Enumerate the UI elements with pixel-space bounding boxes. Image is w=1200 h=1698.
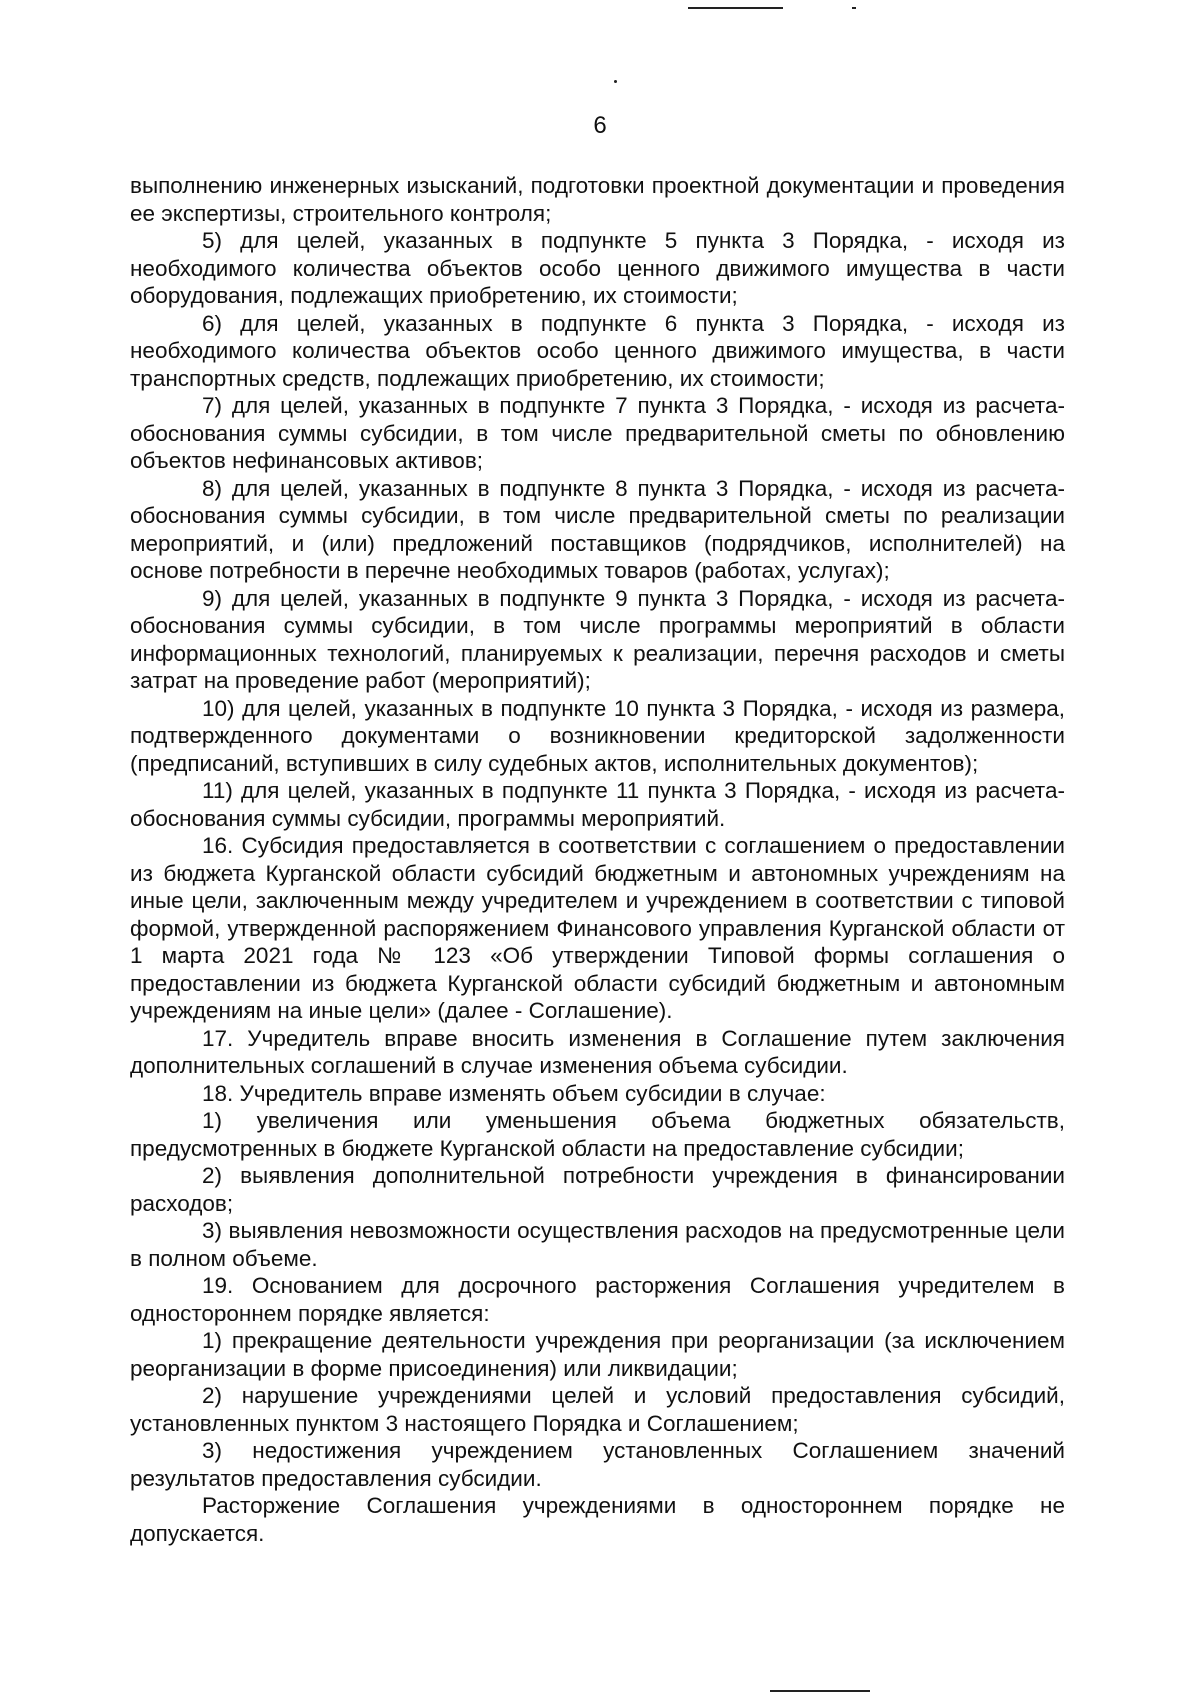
paragraph-clause-19-item-3: 3) недостижения учреждением установленных Соглашением значений результатов предоставления субсидии.	[130, 1438, 1065, 1491]
paragraph-item-10: 10) для целей, указанных в подпункте 10 пункта 3 Порядка, - исходя из размера, подтвержденного документами о возникновении кредиторской задолженности (предписаний, вступивших в силу судебных актов, исполнительных документов);	[130, 695, 1065, 776]
paragraph-clause-18-item-1: 1) увеличения или уменьшения объема бюджетных обязательств, предусмотренных в бюджете Курганской области на предоставление субсидии;	[130, 1108, 1065, 1161]
page-number: 6	[593, 112, 607, 139]
scan-artifact-top-dot	[852, 7, 856, 9]
paragraph-clause-16: 16. Субсидия предоставляется в соответствии с соглашением о предоставлении из бюджета Курганской области субсидий бюджетным и автономных учреждениям на иные цели, заключенным между учредителем и учреждением в соответствии с типовой формой, утвержденной распоряжением Финансового управления Курганской области от 1 марта 2021 года № 123 «Об утверждении Типовой формы соглашения о предоставлении из бюджета Курганской области субсидий бюджетным и автономным учреждениям на иные цели» (далее - Соглашение).	[130, 833, 1065, 1023]
paragraph-continuation: выполнению инженерных изысканий, подготовки проектной документации и проведения ее экспертизы, строительного контроля;	[130, 173, 1065, 226]
paragraph-item-6: 6) для целей, указанных в подпункте 6 пункта 3 Порядка, - исходя из необходимого количества объектов особо ценного движимого имущества, в части транспортных средств, подлежащих приобретению, их стоимости;	[130, 310, 1065, 391]
paragraph-item-11: 11) для целей, указанных в подпункте 11 пункта 3 Порядка, - исходя из расчета-обоснования суммы субсидии, программы мероприятий.	[130, 778, 1065, 831]
document-body	[130, 172, 1065, 1547]
paragraph-item-7: 7) для целей, указанных в подпункте 7 пункта 3 Порядка, - исходя из расчета-обоснования суммы субсидии, в том числе предварительной сметы по обновлению объектов нефинансовых активов;	[130, 393, 1065, 473]
paragraph-clause-19-item-1: 1) прекращение деятельности учреждения при реорганизации (за исключением реорганизации в форме присоединения) или ликвидации;	[130, 1328, 1065, 1381]
paragraph-item-5: 5) для целей, указанных в подпункте 5 пункта 3 Порядка, - исходя из необходимого количества объектов особо ценного движимого имущества в части оборудования, подлежащих приобретению, их стоимости;	[130, 228, 1065, 308]
paragraph-item-8: 8) для целей, указанных в подпункте 8 пункта 3 Порядка, - исходя из расчета-обоснования суммы субсидии, в том числе предварительной сметы по реализации мероприятий, и (или) предложений поставщиков (подрядчиков, исполнителей) на основе потребности в перечне необходимых товаров (работах, услугах);	[130, 475, 1065, 583]
scan-artifact-bottom	[770, 1690, 870, 1692]
scan-artifact-dot	[614, 80, 617, 83]
paragraph-clause-19: 19. Основанием для досрочного расторжения Соглашения учредителем в одностороннем порядке является:	[130, 1273, 1065, 1326]
paragraph-item-9: 9) для целей, указанных в подпункте 9 пункта 3 Порядка, - исходя из расчета-обоснования суммы субсидии, в том числе программы мероприятий в области информационных технологий, планируемых к реализации, перечня расходов и сметы затрат на проведение работ (мероприятий);	[130, 585, 1065, 693]
paragraph-clause-18-item-2: 2) выявления дополнительной потребности учреждения в финансировании расходов;	[130, 1163, 1065, 1216]
paragraph-clause-17: 17. Учредитель вправе вносить изменения в Соглашение путем заключения дополнительных соглашений в случае изменения объема субсидии.	[130, 1025, 1065, 1078]
paragraph-termination-note: Расторжение Соглашения учреждениями в одностороннем порядке не допускается.	[130, 1493, 1065, 1546]
paragraph-clause-18: 18. Учредитель вправе изменять объем субсидии в случае:	[202, 1080, 826, 1106]
scan-artifact-top	[688, 7, 783, 9]
paragraph-clause-18-item-3: 3) выявления невозможности осуществления расходов на предусмотренные цели в полном объеме.	[130, 1218, 1065, 1271]
paragraph-clause-19-item-2: 2) нарушение учреждениями целей и условий предоставления субсидий, установленных пунктом 3 настоящего Порядка и Соглашением;	[130, 1383, 1065, 1436]
